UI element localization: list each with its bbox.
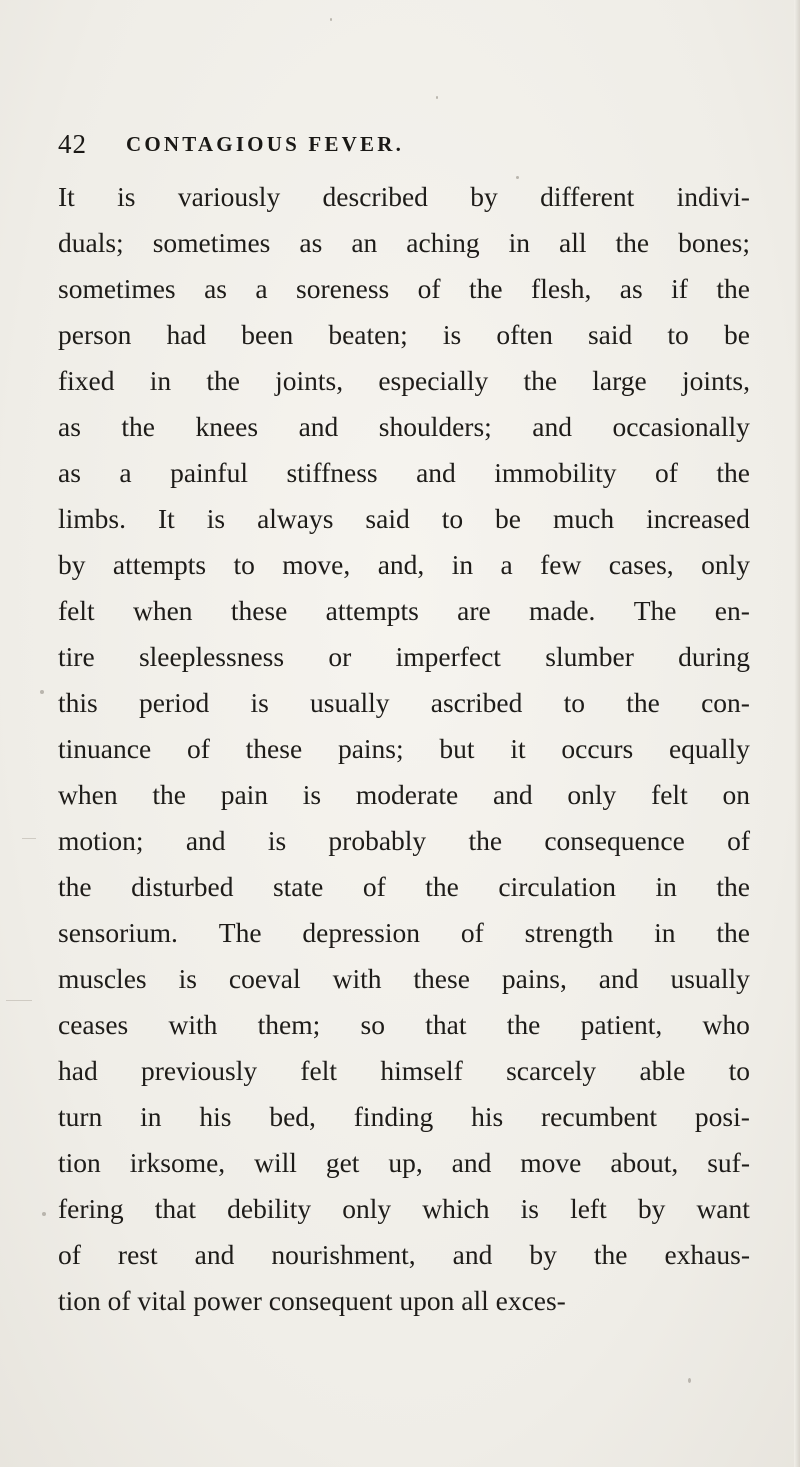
word: usually (310, 687, 390, 718)
word: different (540, 181, 635, 212)
word: turn (58, 1101, 103, 1132)
word: exhaus- (664, 1239, 750, 1270)
word: the (626, 687, 660, 718)
word: about, (610, 1147, 679, 1178)
text-line (58, 1186, 750, 1232)
word: is (442, 319, 462, 350)
margin-mark (22, 838, 36, 839)
word: as (619, 273, 643, 304)
word: shoulders; (378, 411, 492, 442)
word: in (149, 365, 172, 396)
word: especially (378, 365, 489, 396)
word: only (567, 779, 617, 810)
text-line (58, 312, 750, 358)
word: when (58, 779, 118, 810)
margin-mark (6, 1000, 32, 1001)
text-line (58, 1002, 750, 1048)
word: attempts (112, 549, 207, 580)
text-line (58, 864, 750, 910)
word: increased (646, 503, 750, 534)
word: by (529, 1239, 557, 1270)
word: up, (388, 1147, 423, 1178)
text-line (58, 588, 750, 634)
word: be (723, 319, 750, 350)
word: bones; (678, 227, 750, 258)
text-line (58, 1232, 750, 1278)
word: that (154, 1193, 197, 1224)
word: only (342, 1193, 392, 1224)
text-line (58, 404, 750, 450)
word: as (58, 457, 81, 488)
word: strength (524, 917, 614, 948)
word: if (671, 273, 688, 304)
word: disturbed (131, 871, 234, 902)
word: in (655, 871, 677, 902)
word: and (194, 1239, 235, 1270)
running-head: CONTAGIOUS FEVER. (126, 132, 405, 156)
word: these (245, 733, 303, 764)
word: so (360, 1009, 385, 1040)
word: during (678, 641, 750, 672)
word: variously (177, 181, 281, 212)
word: pains; (337, 733, 404, 764)
word: patient, (580, 1009, 663, 1040)
word: aching (406, 227, 480, 258)
word: few (540, 549, 582, 580)
word: en- (714, 595, 750, 626)
word: a (119, 457, 132, 488)
word: want (696, 1193, 750, 1224)
word: of (362, 871, 386, 902)
word: left (570, 1193, 607, 1224)
word: attempts (325, 595, 419, 626)
text-line (58, 1048, 750, 1094)
word: as (299, 227, 323, 258)
word: is (520, 1193, 539, 1224)
word: is (117, 181, 136, 212)
word: It (58, 181, 75, 212)
word: is (178, 963, 197, 994)
text-line (58, 818, 750, 864)
paper-speck (330, 18, 332, 21)
word: felt (300, 1055, 338, 1086)
text-line (58, 358, 750, 404)
word: and (492, 779, 533, 810)
word: sometimes (152, 227, 271, 258)
word: always (257, 503, 334, 534)
word: the (121, 411, 155, 442)
word: his (471, 1101, 504, 1132)
word: indivi- (676, 181, 750, 212)
word: sometimes (58, 273, 176, 304)
text-line (58, 910, 750, 956)
word: ascribed (430, 687, 523, 718)
word: flesh, (531, 273, 592, 304)
text-line (58, 496, 750, 542)
word: consequence (544, 825, 685, 856)
word: to (233, 549, 255, 580)
word: and, (377, 549, 425, 580)
word: depression (302, 917, 421, 948)
word: motion; (58, 825, 144, 856)
word: equally (668, 733, 750, 764)
word: of (186, 733, 210, 764)
word: slumber (545, 641, 634, 672)
word: them; (257, 1009, 321, 1040)
word: all (559, 227, 587, 258)
word: debility (227, 1193, 312, 1224)
word: and (532, 411, 572, 442)
word: ceases (58, 1009, 129, 1040)
word: sensorium. (58, 917, 178, 948)
word: tire (58, 641, 95, 672)
word: the (469, 273, 503, 304)
word: often (496, 319, 553, 350)
word: with (332, 963, 382, 994)
word: will (254, 1147, 297, 1178)
word: the (206, 365, 240, 396)
paper-speck (40, 690, 44, 694)
word: an (351, 227, 378, 258)
word: immobility (494, 457, 617, 488)
word: by (470, 181, 498, 212)
page-edge-shadow (794, 0, 800, 1467)
word: the (716, 273, 750, 304)
word: the (152, 779, 186, 810)
word: his (199, 1101, 232, 1132)
word: it (510, 733, 526, 764)
word: in (140, 1101, 162, 1132)
word: when (132, 595, 193, 626)
word: these (413, 963, 470, 994)
word: the (716, 917, 750, 948)
word: limbs. (58, 503, 126, 534)
word: much (552, 503, 615, 534)
word: irksome, (129, 1147, 226, 1178)
word: in (508, 227, 531, 258)
word: joints, (681, 365, 750, 396)
word: usually (670, 963, 750, 994)
word: pains, (501, 963, 567, 994)
word: occurs (561, 733, 634, 764)
word: the (716, 457, 750, 488)
paper-speck (688, 1378, 691, 1383)
text-line: tion of vital power consequent upon all exces- (58, 1285, 566, 1316)
word: of (58, 1239, 81, 1270)
word: been (241, 319, 294, 350)
word: and (598, 963, 639, 994)
word: nourishment, (271, 1239, 416, 1270)
word: large (592, 365, 647, 396)
word: muscles (58, 963, 147, 994)
word: in (451, 549, 474, 580)
word: with (168, 1009, 218, 1040)
text-line (58, 220, 750, 266)
text-line (58, 450, 750, 496)
word: tion (58, 1147, 101, 1178)
word: scarcely (506, 1055, 597, 1086)
word: or (328, 641, 352, 672)
word: of (727, 825, 750, 856)
word: by (637, 1193, 666, 1224)
word: previously (141, 1055, 258, 1086)
text-line (58, 956, 750, 1002)
word: suf- (707, 1147, 750, 1178)
word: tinuance (58, 733, 152, 764)
word: and (452, 1239, 493, 1270)
word: coeval (228, 963, 301, 994)
word: beaten; (328, 319, 408, 350)
text-line (58, 174, 750, 220)
word: joints, (275, 365, 344, 396)
word: to (667, 319, 689, 350)
word: only (701, 549, 750, 580)
word: cases, (608, 549, 674, 580)
text-line (58, 680, 750, 726)
word: state (272, 871, 324, 902)
word: but (439, 733, 475, 764)
word: rest (117, 1239, 158, 1270)
word: a (255, 273, 268, 304)
word: move, (282, 549, 351, 580)
page-header (58, 124, 748, 164)
word: painful (170, 457, 248, 488)
word: soreness (296, 273, 390, 304)
word: said (365, 503, 410, 534)
word: is (250, 687, 269, 718)
word: a (500, 549, 513, 580)
text-line (58, 634, 750, 680)
word: probably (328, 825, 427, 856)
word: who (702, 1009, 750, 1040)
word: sleeplessness (138, 641, 285, 672)
word: move (520, 1147, 582, 1178)
word: pain (220, 779, 269, 810)
word: stiffness (286, 457, 378, 488)
text-line (58, 266, 750, 312)
word: the (468, 825, 503, 856)
word: duals; (58, 227, 124, 258)
word: the (523, 365, 558, 396)
word: to (441, 503, 464, 534)
word: had (58, 1055, 98, 1086)
word: con- (701, 687, 750, 718)
word: these (230, 595, 288, 626)
word: It (157, 503, 175, 534)
text-line (58, 726, 750, 772)
text-line (58, 542, 750, 588)
word: the (615, 227, 650, 258)
word: the (58, 871, 92, 902)
word: said (587, 319, 633, 350)
word: the (506, 1009, 541, 1040)
word: by (58, 549, 86, 580)
text-line (58, 1094, 750, 1140)
word: and (298, 411, 339, 442)
word: circulation (498, 871, 616, 902)
word: get (325, 1147, 360, 1178)
word: bed, (269, 1101, 316, 1132)
text-line (58, 772, 750, 818)
paper-speck (42, 1212, 46, 1216)
word: fering (58, 1193, 124, 1224)
word: the (593, 1239, 628, 1270)
word: The (633, 595, 677, 626)
paper-speck (436, 96, 438, 99)
word: made. (529, 595, 596, 626)
word: to (728, 1055, 750, 1086)
word: occasionally (612, 411, 750, 442)
word: imperfect (395, 641, 501, 672)
word: and (185, 825, 226, 856)
word: that (425, 1009, 467, 1040)
word: himself (380, 1055, 463, 1086)
word: person (58, 319, 132, 350)
word: and (451, 1147, 492, 1178)
word: fixed (58, 365, 115, 396)
text-line (58, 1140, 750, 1186)
word: are (457, 595, 491, 626)
word: is (267, 825, 287, 856)
word: the (425, 871, 459, 902)
word: posi- (694, 1101, 750, 1132)
word: as (204, 273, 227, 304)
word: of (460, 917, 484, 948)
word: on (722, 779, 750, 810)
page-number: 42 (58, 129, 87, 159)
word: period (138, 687, 210, 718)
word: the (716, 871, 750, 902)
word: knees (195, 411, 259, 442)
word: described (322, 181, 428, 212)
word: in (654, 917, 676, 948)
word: as (58, 411, 81, 442)
word: of (417, 273, 441, 304)
word: moderate (355, 779, 459, 810)
word: The (218, 917, 262, 948)
word: recumbent (541, 1101, 658, 1132)
word: to (563, 687, 585, 718)
word: and (416, 457, 456, 488)
word: felt (58, 595, 95, 626)
word: able (639, 1055, 686, 1086)
word: is (302, 779, 322, 810)
word: of (654, 457, 678, 488)
word: which (422, 1193, 490, 1224)
word: is (206, 503, 226, 534)
word: this (58, 687, 98, 718)
body-text (58, 174, 750, 1324)
word: be (495, 503, 522, 534)
word: finding (353, 1101, 434, 1132)
word: felt (651, 779, 688, 810)
word: had (166, 319, 207, 350)
